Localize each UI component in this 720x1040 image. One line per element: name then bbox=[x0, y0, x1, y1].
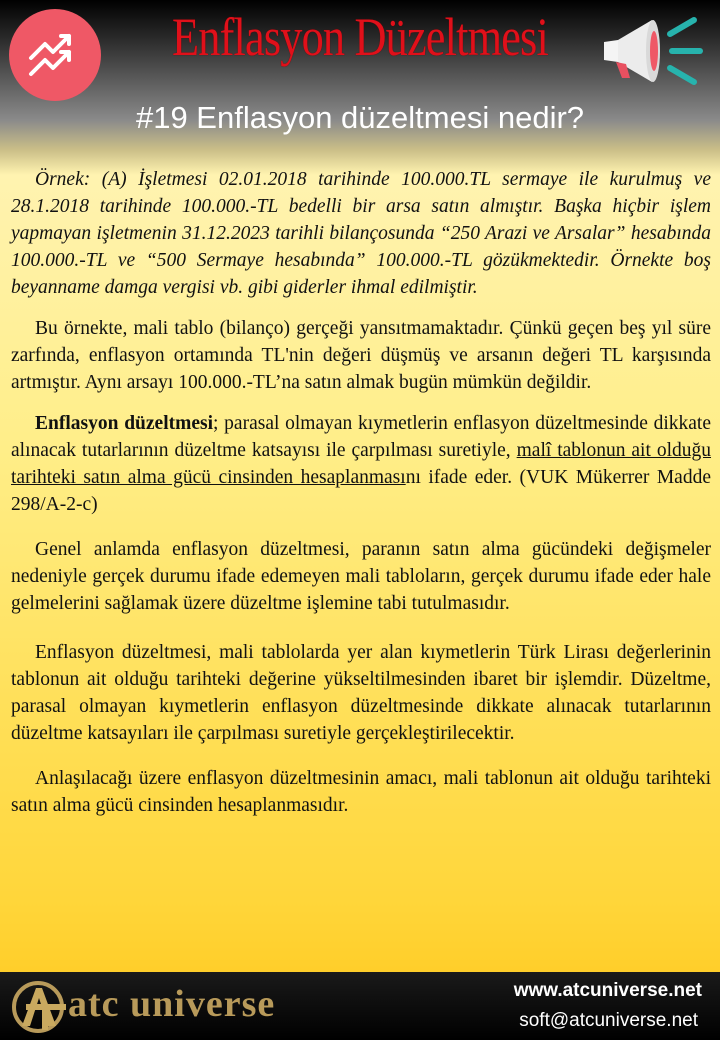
definition-underlined: malî tablonun ait olduğu tarihteki satın alma gücü cinsinden hesaplanması bbox=[11, 440, 712, 488]
atc-logo-icon bbox=[8, 978, 70, 1036]
example-paragraph: Örnek: (A) İşletmesi 02.01.2018 tarihinde 100.000.TL sermaye ile kurulmuş ve 28.1.2018 tarihinde 100.000.-TL bedelli bir arsa satın almıştır. Başka hiçbir işlem yapmayan işletmenin 31.12.2023 tarihli bilançosunda “250 Arazi ve Arsalar” hesabında 100.000.-TL ve “500 Sermaye hesabında” 100.000.-TL gözükmektedir. Örnekte boş beyanname damga vergisi vb. gibi giderler ihmal edilmiştir. bbox=[11, 169, 711, 298]
brand-name: atc universe bbox=[68, 983, 276, 1025]
footer bbox=[0, 972, 720, 1040]
article-body bbox=[11, 166, 711, 819]
page-subtitle: #19 Enflasyon düzeltmesi nedir? bbox=[135, 100, 585, 135]
page-title: Enflasyon Düzeltmesi bbox=[172, 7, 548, 67]
megaphone-icon bbox=[596, 12, 708, 90]
definition-text: ; parasal olmayan kıymetlerin enflasyon düzeltmesinde dikkate alınacak tutarlarının düzeltme katsayısı ile çarpılması suretiyle, bbox=[11, 413, 711, 461]
definition-reference: nı ifade eder. (VUK Mükerrer Madde 298/A-2-c) bbox=[11, 467, 711, 515]
paragraph-6: Anlaşılacağı üzere enflasyon düzeltmesinin amacı, mali tablonun ait olduğu tarihteki satın alma gücü cinsinden hesaplanmasıdır. bbox=[11, 768, 711, 816]
email-link[interactable]: soft@atcuniverse.net bbox=[519, 1010, 698, 1031]
definition-term: Enflasyon düzeltmesi bbox=[35, 413, 214, 434]
paragraph-5: Enflasyon düzeltmesi, mali tablolarda yer alan kıymetlerin Türk Lirası değerlerinin tablonun ait olduğu tarihteki değerine yükseltilmesinden ibaret bir işlemdir. Düzeltme, parasal olmayan kıymetlerin enflasyon düzeltmesinde dikkate alınacak tutarlarının düzeltme katsayıları ile çarpılması suretiyle gerçekleştirilecektir. bbox=[11, 642, 711, 744]
definition-paragraph bbox=[11, 410, 711, 518]
website-link[interactable]: www.atcuniverse.net bbox=[513, 980, 702, 1001]
paragraph-2: Bu örnekte, mali tablo (bilanço) gerçeği yansıtmamaktadır. Çünkü geçen beş yıl süre zarfında, enflasyon ortamında TL'nin değeri düşmüş ve arsanın değeri TL karşısında artmıştır. Aynı arsayı 100.000.-TL’na satın almak bugün mümkün değildir. bbox=[11, 318, 711, 393]
trending-up-icon bbox=[9, 9, 101, 101]
paragraph-4: Genel anlamda enflasyon düzeltmesi, paranın satın alma gücündeki değişmeler nedeniyle gerçek durumu ifade edemeyen mali tabloların, gerçek durumu ifade eder hale gelmelerini sağlamak üzere düzeltme işlemine tabi tutulmasıdır. bbox=[11, 539, 711, 614]
header bbox=[0, 0, 720, 158]
